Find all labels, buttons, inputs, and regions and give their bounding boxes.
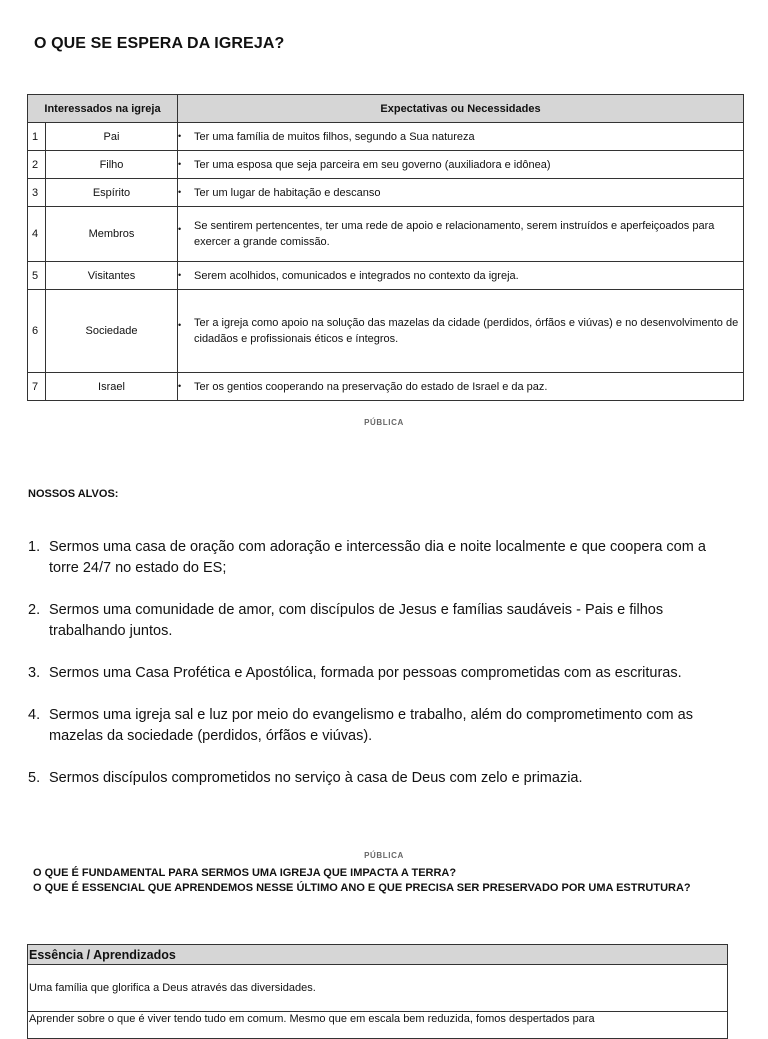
list-item (28, 537, 738, 579)
bullet-icon: • (178, 186, 182, 197)
row-number: 4 (28, 207, 46, 262)
row-expectation: Se sentirem pertencentes, ter uma rede de apoio e relacionamento, serem instruídos e aperfeiçoados para exercer a grande comissão. (194, 220, 715, 248)
table-row (28, 123, 744, 151)
table-row (28, 965, 728, 1012)
item-number: 2. (28, 602, 41, 618)
row-stakeholder: Israel (46, 373, 178, 401)
essence-cell: Aprender sobre o que é viver tendo tudo em comum. Mesmo que em escala bem reduzida, fomos despertados para (28, 1012, 728, 1039)
item-number: 1. (28, 539, 41, 555)
list-item (28, 600, 738, 642)
alvos-heading: NOSSOS ALVOS: (28, 488, 119, 500)
essence-header: Essência / Aprendizados (28, 945, 728, 965)
bullet-icon: • (178, 380, 182, 391)
classification-label: PÚBLICA (364, 851, 404, 860)
row-number: 6 (28, 290, 46, 373)
row-stakeholder: Sociedade (46, 290, 178, 373)
item-number: 5. (28, 770, 41, 786)
page-title: O QUE SE ESPERA DA IGREJA? (34, 35, 285, 52)
row-number: 3 (28, 179, 46, 207)
table-row (28, 207, 744, 262)
row-stakeholder: Filho (46, 151, 178, 179)
list-item (28, 663, 738, 684)
item-text: Sermos uma comunidade de amor, com discípulos de Jesus e famílias saudáveis - Pais e filhos trabalhando juntos. (49, 602, 664, 639)
alvos-list (28, 537, 738, 810)
essence-cell: Uma família que glorifica a Deus através das diversidades. (28, 965, 728, 1012)
bullet-icon: • (178, 158, 182, 169)
row-expectation: Ter os gentios cooperando na preservação do estado de Israel e da paz. (194, 380, 548, 393)
item-text: Sermos uma Casa Profética e Apostólica, formada por pessoas comprometidas com as escrituras. (49, 665, 682, 681)
item-text: Sermos uma igreja sal e luz por meio do evangelismo e trabalho, além do comprometimento com as mazelas da sociedade (perdidos, órfãos e viúvas). (49, 707, 693, 744)
table-row (28, 290, 744, 373)
row-expectation: Ter uma esposa que seja parceira em seu governo (auxiliadora e idônea) (194, 158, 551, 171)
header-expectativas: Expectativas ou Necessidades (178, 95, 744, 123)
table-header-row (28, 95, 744, 123)
item-text: Sermos uma casa de oração com adoração e intercessão dia e noite localmente e que coopera com a torre 24/7 no estado do ES; (49, 539, 706, 576)
row-stakeholder: Espírito (46, 179, 178, 207)
row-expectation: Serem acolhidos, comunicados e integrados no contexto da igreja. (194, 269, 519, 282)
row-stakeholder: Visitantes (46, 262, 178, 290)
item-number: 4. (28, 707, 41, 723)
classification-label: PÚBLICA (364, 418, 404, 427)
row-stakeholder: Pai (46, 123, 178, 151)
bullet-icon: • (178, 269, 182, 280)
row-stakeholder: Membros (46, 207, 178, 262)
essence-table (27, 944, 728, 1039)
row-number: 7 (28, 373, 46, 401)
expectations-table (27, 94, 744, 401)
table-row (28, 1012, 728, 1039)
header-interessados: Interessados na igreja (28, 95, 178, 123)
bullet-icon: • (178, 130, 182, 141)
table-row (28, 179, 744, 207)
row-expectation: Ter a igreja como apoio na solução das mazelas da cidade (perdidos, órfãos e viúvas) e no desenvolvimento de cidadãos e profissionais éticos e íntegros. (194, 317, 739, 345)
table-row (28, 373, 744, 401)
row-number: 5 (28, 262, 46, 290)
row-number: 2 (28, 151, 46, 179)
bullet-icon: • (178, 320, 182, 330)
table-row (28, 262, 744, 290)
row-expectation: Ter um lugar de habitação e descanso (194, 186, 381, 199)
question-line: O QUE É ESSENCIAL QUE APRENDEMOS NESSE ÚLTIMO ANO E QUE PRECISA SER PRESERVADO POR UMA ESTRUTURA? (33, 882, 691, 894)
row-number: 1 (28, 123, 46, 151)
list-item (28, 768, 738, 789)
question-line: O QUE É FUNDAMENTAL PARA SERMOS UMA IGREJA QUE IMPACTA A TERRA? (33, 867, 457, 879)
row-expectation: Ter uma família de muitos filhos, segundo a Sua natureza (194, 130, 475, 143)
table-row (28, 151, 744, 179)
item-number: 3. (28, 665, 41, 681)
item-text: Sermos discípulos comprometidos no serviço à casa de Deus com zelo e primazia. (49, 770, 583, 786)
list-item (28, 705, 738, 747)
bullet-icon: • (178, 224, 182, 234)
questions (33, 866, 691, 896)
